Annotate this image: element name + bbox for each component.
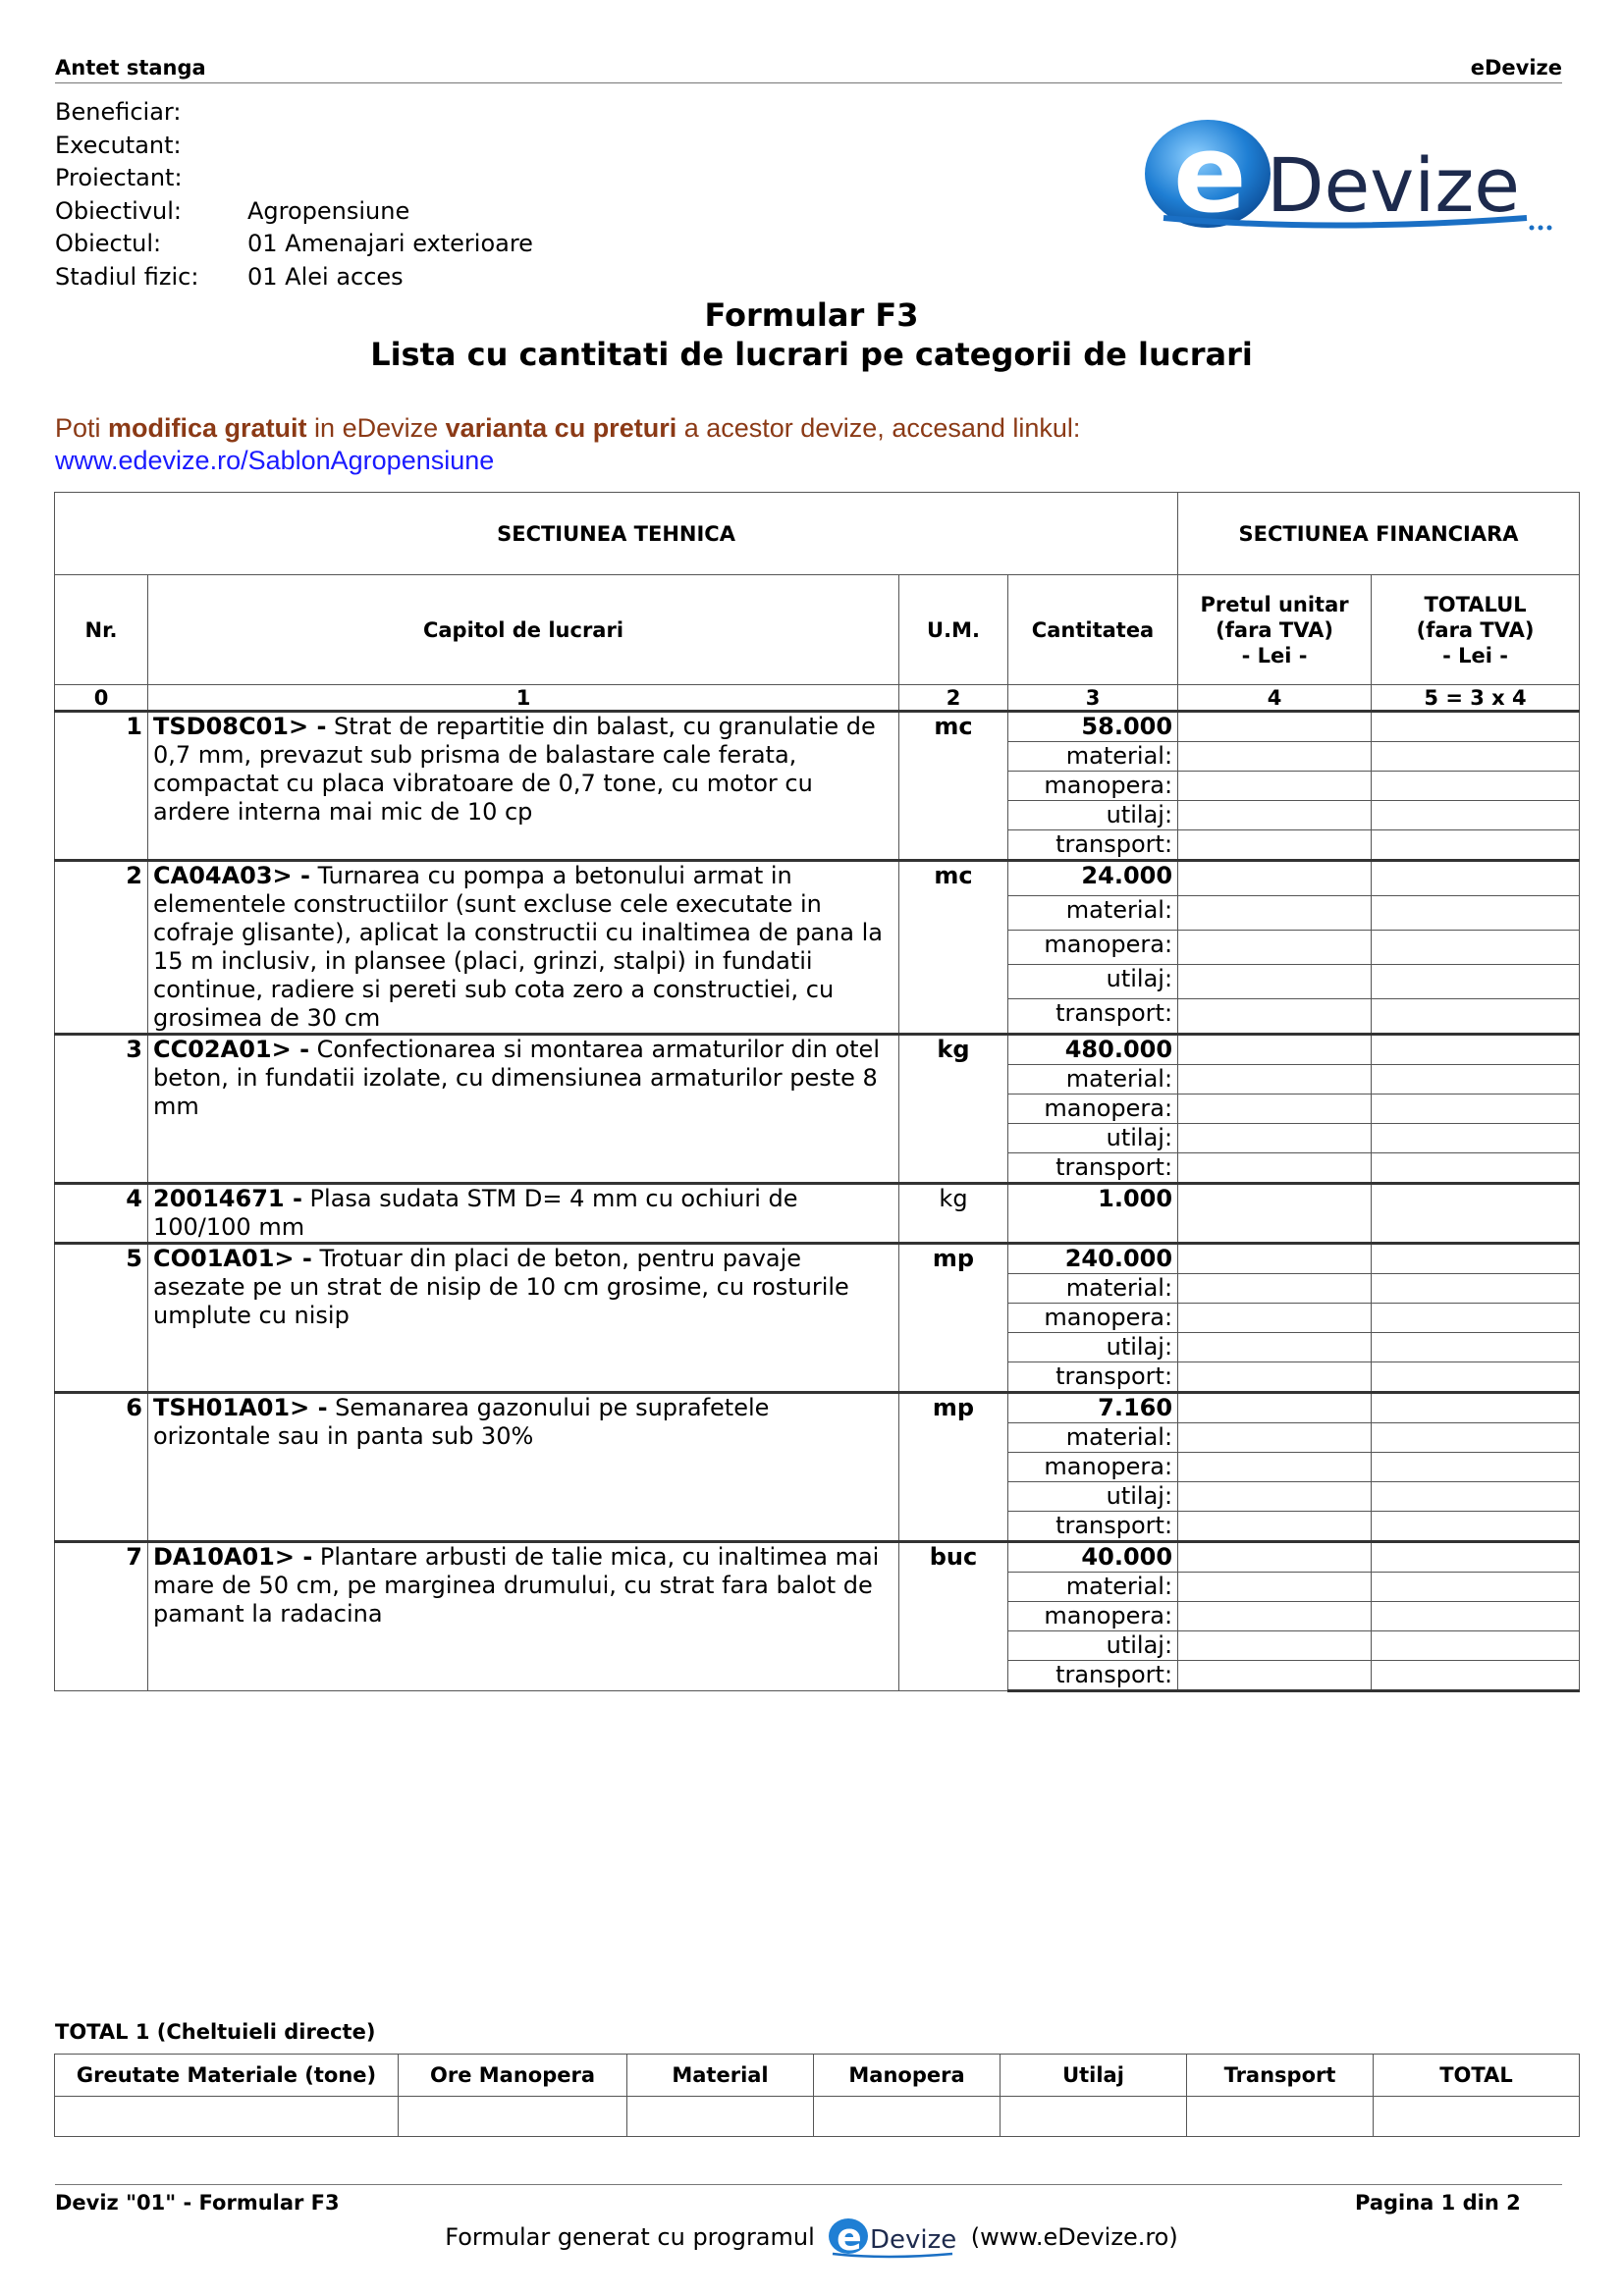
- row-unit-price: [1178, 1035, 1372, 1065]
- col-header-total: TOTALUL (fara TVA) - Lei -: [1372, 575, 1580, 685]
- row-desc-text: Strat de repartitie din balast, cu granulatie de 0,7 mm, prevazut sub prisma de balastare cale ferata, compactat cu placa vibratoare de 0,7 tone, cu motor cu ardere interna mai mic de 10 cp: [153, 713, 876, 826]
- subrow-label: transport:: [1008, 830, 1178, 861]
- section-technical: SECTIUNEA TEHNICA: [55, 493, 1178, 575]
- row-unit-price: [1178, 1244, 1372, 1274]
- gen-prefix: Formular generat cu programul: [445, 2223, 815, 2251]
- row-nr: 5: [55, 1244, 148, 1393]
- subrow-label: manopera:: [1008, 772, 1178, 801]
- col-index: 1: [148, 685, 899, 712]
- subrow-unit-price: [1178, 1304, 1372, 1333]
- row-um: kg: [899, 1035, 1008, 1184]
- totals-table: [54, 2054, 1580, 2137]
- header-right: eDevize: [1470, 56, 1562, 80]
- header-left: Antet stanga: [55, 56, 206, 80]
- meta-label: Beneficiar:: [55, 98, 182, 126]
- subrow-total: [1372, 1304, 1580, 1333]
- totals-header: Manopera: [814, 2055, 1001, 2097]
- subrow-total: [1372, 1573, 1580, 1602]
- meta-row: [55, 228, 533, 261]
- subrow-label: material:: [1008, 896, 1178, 931]
- totals-value: [627, 2097, 814, 2137]
- totals-header: TOTAL: [1374, 2055, 1580, 2097]
- subrow-total: [1372, 931, 1580, 965]
- row-nr: 7: [55, 1542, 148, 1691]
- row-quantity: 1.000: [1008, 1184, 1178, 1244]
- row-nr: 6: [55, 1393, 148, 1542]
- subrow-unit-price: [1178, 1512, 1372, 1542]
- col-header-nr: Nr.: [55, 575, 148, 685]
- row-total: [1372, 1542, 1580, 1573]
- meta-value: Agropensiune: [247, 196, 410, 225]
- row-code: TSD08C01> -: [153, 713, 327, 740]
- subrow-unit-price: [1178, 1573, 1372, 1602]
- col-index: 0: [55, 685, 148, 712]
- row-unit-price: [1178, 861, 1372, 896]
- meta-label: Executant:: [55, 131, 182, 159]
- subrow-total: [1372, 998, 1580, 1034]
- subrow-label: material:: [1008, 1573, 1178, 1602]
- col-index: 5 = 3 x 4: [1372, 685, 1580, 712]
- promo-part: in eDevize: [306, 413, 446, 443]
- promo-bold: varianta cu preturi: [445, 413, 677, 443]
- promo-part: Poti: [55, 413, 109, 443]
- subrow-unit-price: [1178, 998, 1372, 1034]
- row-code: CC02A01> -: [153, 1036, 310, 1063]
- project-meta: [55, 96, 533, 294]
- row-description: [148, 1393, 899, 1542]
- row-um: buc: [899, 1542, 1008, 1691]
- subrow-label: transport:: [1008, 1153, 1178, 1184]
- row-unit-price: [1178, 1393, 1372, 1423]
- row-total: [1372, 1244, 1580, 1274]
- subrow-unit-price: [1178, 1153, 1372, 1184]
- edevize-logo-small: [827, 2215, 959, 2260]
- row-unit-price: [1178, 1184, 1372, 1244]
- row-um: kg: [899, 1184, 1008, 1244]
- table-row: [55, 1393, 1580, 1423]
- row-total: [1372, 1035, 1580, 1065]
- row-quantity: 240.000: [1008, 1244, 1178, 1274]
- row-description: [148, 712, 899, 861]
- subrow-unit-price: [1178, 1482, 1372, 1512]
- subrow-total: [1372, 1124, 1580, 1153]
- promo-bold: modifica gratuit: [108, 413, 307, 443]
- meta-row: [55, 162, 533, 195]
- col-index: 2: [899, 685, 1008, 712]
- row-total: [1372, 712, 1580, 742]
- subrow-label: utilaj:: [1008, 1482, 1178, 1512]
- meta-value: 01 Alei acces: [247, 262, 404, 291]
- meta-row: [55, 261, 533, 294]
- logo-word: Devize: [1267, 141, 1521, 229]
- subrow-total: [1372, 896, 1580, 931]
- subrow-unit-price: [1178, 1453, 1372, 1482]
- row-um: mc: [899, 861, 1008, 1035]
- subrow-unit-price: [1178, 772, 1372, 801]
- col-header-quantity: Cantitatea: [1008, 575, 1178, 685]
- totals-value: [814, 2097, 1001, 2137]
- row-nr: 1: [55, 712, 148, 861]
- subrow-label: material:: [1008, 1274, 1178, 1304]
- subrow-label: manopera:: [1008, 1453, 1178, 1482]
- form-title: Formular F3: [704, 296, 919, 334]
- subrow-unit-price: [1178, 1602, 1372, 1631]
- subrow-total: [1372, 1362, 1580, 1393]
- row-desc-text: Turnarea cu pompa a betonului armat in elementele constructiilor (sunt excluse cele executate in cofraje glisante), aplicat la constructii cu inaltimea de pana la 15 m inclusiv, in plansee (placi, grinzi, stalpi) in fundatii continue, radiere si pereti sub cota zero a constructiei, cu grosimea de 30 cm: [153, 862, 883, 1032]
- meta-label: Obiectivul:: [55, 196, 182, 225]
- meta-label: Stadiul fizic:: [55, 262, 199, 291]
- subrow-unit-price: [1178, 1124, 1372, 1153]
- row-total: [1372, 1393, 1580, 1423]
- subrow-total: [1372, 1095, 1580, 1124]
- subrow-label: manopera:: [1008, 1095, 1178, 1124]
- subrow-label: manopera:: [1008, 1602, 1178, 1631]
- subrow-total: [1372, 1333, 1580, 1362]
- subrow-unit-price: [1178, 1423, 1372, 1453]
- row-total: [1372, 1184, 1580, 1244]
- subrow-label: utilaj:: [1008, 801, 1178, 830]
- totals-header: Greutate Materiale (tone): [55, 2055, 399, 2097]
- subrow-unit-price: [1178, 1631, 1372, 1661]
- subrow-label: material:: [1008, 1423, 1178, 1453]
- meta-row: [55, 195, 533, 229]
- subrow-total: [1372, 1482, 1580, 1512]
- totals-value: [1001, 2097, 1187, 2137]
- totals-value: [1374, 2097, 1580, 2137]
- subrow-label: utilaj:: [1008, 1124, 1178, 1153]
- total-label: TOTAL 1 (Cheltuieli directe): [55, 2020, 376, 2044]
- subrow-total: [1372, 1274, 1580, 1304]
- subrow-total: [1372, 830, 1580, 861]
- section-financial: SECTIUNEA FINANCIARA: [1178, 493, 1580, 575]
- row-total: [1372, 861, 1580, 896]
- gen-suffix: (www.eDevize.ro): [970, 2223, 1178, 2251]
- row-quantity: 7.160: [1008, 1393, 1178, 1423]
- subrow-total: [1372, 964, 1580, 998]
- footer-page: Pagina 1 din 2: [1355, 2191, 1521, 2215]
- subrow-unit-price: [1178, 801, 1372, 830]
- subrow-unit-price: [1178, 1333, 1372, 1362]
- row-quantity: 24.000: [1008, 861, 1178, 896]
- totals-header: Ore Manopera: [399, 2055, 627, 2097]
- subrow-unit-price: [1178, 1661, 1372, 1691]
- totals-value: [399, 2097, 627, 2137]
- row-code: CA04A03> -: [153, 862, 310, 889]
- subrow-label: utilaj:: [1008, 964, 1178, 998]
- col-index: 4: [1178, 685, 1372, 712]
- row-description: [148, 1184, 899, 1244]
- row-code: DA10A01> -: [153, 1543, 313, 1571]
- totals-value: [1187, 2097, 1374, 2137]
- row-um: mc: [899, 712, 1008, 861]
- subrow-unit-price: [1178, 742, 1372, 772]
- meta-label: Proiectant:: [55, 164, 183, 191]
- promo-part: a acestor devize, accesand linkul:: [676, 413, 1081, 443]
- subrow-total: [1372, 742, 1580, 772]
- subrow-label: material:: [1008, 1065, 1178, 1095]
- subrow-total: [1372, 1453, 1580, 1482]
- row-quantity: 58.000: [1008, 712, 1178, 742]
- row-unit-price: [1178, 1542, 1372, 1573]
- subrow-label: utilaj:: [1008, 1631, 1178, 1661]
- subrow-unit-price: [1178, 1065, 1372, 1095]
- meta-row: [55, 130, 533, 163]
- row-unit-price: [1178, 712, 1372, 742]
- row-code: TSH01A01> -: [153, 1394, 328, 1421]
- table-row: [55, 712, 1580, 742]
- row-desc-text: Trotuar din placi de beton, pentru pavaje asezate pe un strat de nisip de 10 cm grosime, cu rosturile umplute cu nisip: [153, 1245, 849, 1329]
- subrow-total: [1372, 1661, 1580, 1691]
- footer-left: Deviz "01" - Formular F3: [55, 2191, 340, 2215]
- subrow-label: manopera:: [1008, 1304, 1178, 1333]
- template-link[interactable]: www.edevize.ro/SablonAgropensiune: [55, 446, 495, 475]
- row-desc-text: Semanarea gazonului pe suprafetele orizontale sau in panta sub 30%: [153, 1394, 770, 1450]
- quantities-table: [54, 492, 1580, 1692]
- subrow-unit-price: [1178, 1362, 1372, 1393]
- meta-label: Obiectul:: [55, 230, 162, 257]
- subrow-label: transport:: [1008, 1362, 1178, 1393]
- footer-divider: [55, 2184, 1562, 2185]
- totals-header: Material: [627, 2055, 814, 2097]
- meta-value: 01 Amenajari exterioare: [247, 230, 533, 257]
- totals-header: Utilaj: [1001, 2055, 1187, 2097]
- row-code: 20014671 -: [153, 1185, 302, 1212]
- row-quantity: 480.000: [1008, 1035, 1178, 1065]
- subrow-label: transport:: [1008, 1512, 1178, 1542]
- table-row: [55, 1542, 1580, 1573]
- promo-text: [55, 412, 1080, 477]
- header-divider: [55, 82, 1562, 83]
- subrow-unit-price: [1178, 1274, 1372, 1304]
- col-header-unit-price: Pretul unitar (fara TVA) - Lei -: [1178, 575, 1372, 685]
- subrow-total: [1372, 1153, 1580, 1184]
- subrow-total: [1372, 801, 1580, 830]
- subrow-label: material:: [1008, 742, 1178, 772]
- subrow-total: [1372, 772, 1580, 801]
- subrow-total: [1372, 1065, 1580, 1095]
- table-row: [55, 1035, 1580, 1065]
- subrow-unit-price: [1178, 931, 1372, 965]
- meta-row: [55, 96, 533, 130]
- subrow-total: [1372, 1602, 1580, 1631]
- subrow-unit-price: [1178, 1095, 1372, 1124]
- totals-value: [55, 2097, 399, 2137]
- row-description: [148, 861, 899, 1035]
- row-desc-text: Plasa sudata STM D= 4 mm cu ochiuri de 100/100 mm: [153, 1185, 798, 1241]
- subrow-label: utilaj:: [1008, 1333, 1178, 1362]
- subrow-label: transport:: [1008, 1661, 1178, 1691]
- edevize-logo: [1134, 110, 1561, 236]
- subrow-unit-price: [1178, 896, 1372, 931]
- row-description: [148, 1244, 899, 1393]
- totals-header: Transport: [1187, 2055, 1374, 2097]
- row-um: mp: [899, 1244, 1008, 1393]
- col-index: 3: [1008, 685, 1178, 712]
- col-header-chapter: Capitol de lucrari: [148, 575, 899, 685]
- table-row: [55, 1184, 1580, 1244]
- subrow-unit-price: [1178, 830, 1372, 861]
- row-um: mp: [899, 1393, 1008, 1542]
- row-nr: 4: [55, 1184, 148, 1244]
- logo-small-word: Devize: [869, 2225, 957, 2255]
- table-row: [55, 861, 1580, 896]
- subrow-total: [1372, 1423, 1580, 1453]
- row-desc-text: Confectionarea si montarea armaturilor din otel beton, in fundatii izolate, cu dimensiunea armaturilor peste 8 mm: [153, 1036, 880, 1120]
- form-subtitle: Lista cu cantitati de lucrari pe categorii de lucrari: [370, 336, 1253, 373]
- subrow-total: [1372, 1512, 1580, 1542]
- logo-letter-e: e: [1173, 111, 1247, 236]
- row-nr: 3: [55, 1035, 148, 1184]
- table-row: [55, 1244, 1580, 1274]
- col-header-um: U.M.: [899, 575, 1008, 685]
- subrow-label: transport:: [1008, 998, 1178, 1034]
- logo-small-e: e: [836, 2216, 862, 2259]
- subrow-label: manopera:: [1008, 931, 1178, 965]
- subrow-unit-price: [1178, 964, 1372, 998]
- row-nr: 2: [55, 861, 148, 1035]
- generated-by: [0, 2215, 1623, 2260]
- row-quantity: 40.000: [1008, 1542, 1178, 1573]
- row-description: [148, 1035, 899, 1184]
- row-description: [148, 1542, 899, 1691]
- row-desc-text: Plantare arbusti de talie mica, cu inaltimea mai mare de 50 cm, pe marginea drumului, cu strat fara balot de pamant la radacina: [153, 1543, 880, 1628]
- subrow-total: [1372, 1631, 1580, 1661]
- row-code: CO01A01> -: [153, 1245, 312, 1272]
